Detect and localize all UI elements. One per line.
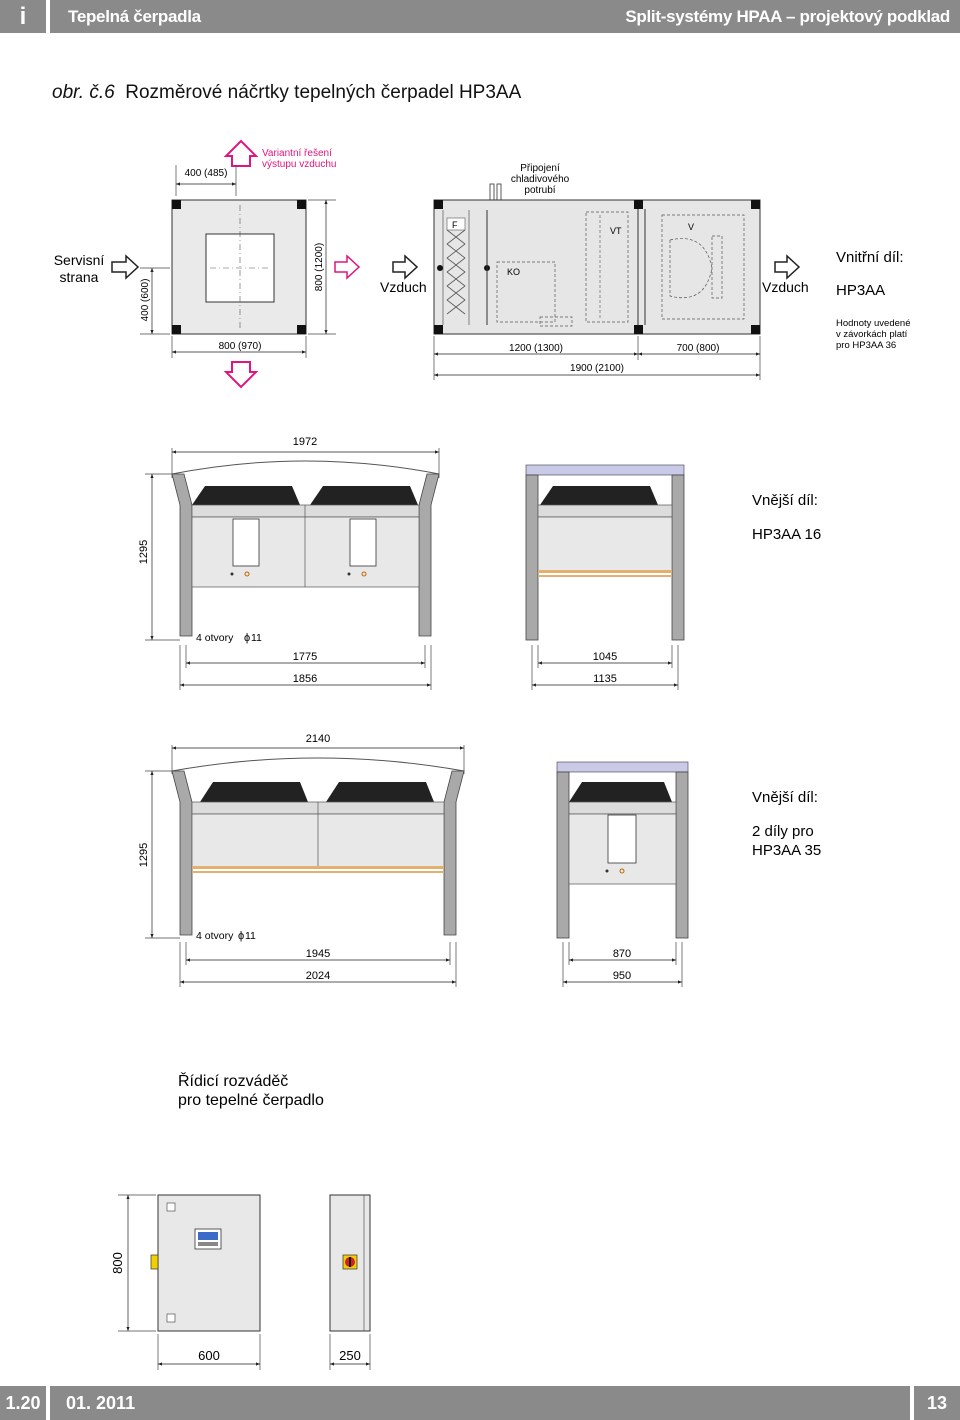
air-in-label: Vzduch <box>380 279 427 295</box>
o16-unit-label: Vnější díl: <box>752 492 818 509</box>
indoor-unit-section <box>54 141 911 387</box>
variant-text-1: Variantní řešení <box>262 148 332 159</box>
dim-total: 1900 (2100) <box>570 363 624 374</box>
o35-side-fan <box>569 782 672 802</box>
o16-fan-cover-1 <box>192 486 300 505</box>
o16-holes: 4 otvory <box>196 632 234 644</box>
o35-unit-label: Vnější díl: <box>752 789 818 806</box>
control-dim-depth: 250 <box>339 1348 361 1363</box>
variant-up-arrow-icon <box>226 141 256 166</box>
cabinet-handle-icon <box>151 1255 158 1269</box>
label-ko: KO <box>507 267 521 277</box>
pipe-text-1: Připojení <box>520 163 560 174</box>
service-side-1: Servisní <box>53 252 105 268</box>
variant-text-2: výstupu vzduchu <box>262 159 337 170</box>
dim-width-800: 800 (970) <box>218 341 262 352</box>
note-1: Hodnoty uvedené <box>836 318 911 329</box>
label-filter: F <box>452 220 458 230</box>
o16-phi-icon: ϕ <box>244 632 251 644</box>
o16-dim-c: 1045 <box>592 651 618 663</box>
o35-side-roof <box>557 762 688 772</box>
o16-fan-cover-2 <box>310 486 418 505</box>
o16-dim-height: 1295 <box>138 539 150 565</box>
o16-body <box>192 517 419 587</box>
o35-unit-line-1: 2 díly pro <box>752 823 814 840</box>
o35-holes: 4 otvory <box>196 930 234 942</box>
control-dim-height: 800 <box>110 1252 125 1274</box>
control-dim-width: 600 <box>198 1348 220 1363</box>
air-in-arrow-icon <box>393 256 417 278</box>
dim-section-1: 1200 (1300) <box>509 343 563 354</box>
service-side-2: strana <box>59 269 99 285</box>
pipe-connector-icon <box>490 184 494 200</box>
o35-dim-height: 1295 <box>138 842 150 868</box>
label-v: V <box>688 222 695 232</box>
header-left-title: Tepelná čerpadla <box>68 7 201 26</box>
figure-number: 6 <box>104 82 115 103</box>
o16-hole-dia: 11 <box>251 632 262 644</box>
service-arrow-icon <box>112 256 138 278</box>
figure-label: obr. č. <box>52 82 105 103</box>
o35-dim-c: 870 <box>612 948 632 960</box>
o35-hole-dia: 11 <box>245 930 256 942</box>
control-title-2: pro tepelné čerpadlo <box>178 1092 324 1109</box>
dim-height-800: 800 (1200) <box>314 242 325 292</box>
info-icon: i <box>0 0 46 33</box>
label-vt: VT <box>610 226 622 236</box>
o35-fan-cover-2 <box>326 782 434 802</box>
o16-dim-b: 1856 <box>292 673 318 685</box>
variant-down-arrow-icon <box>226 362 256 387</box>
o16-dim-top: 1972 <box>292 436 318 448</box>
o35-dim-top: 2140 <box>305 733 331 745</box>
pipe-text-2: chladivového <box>510 174 570 185</box>
control-cabinet-section <box>110 1071 370 1370</box>
footer-page-number: 13 <box>914 1386 960 1420</box>
dim-top-400: 400 (485) <box>184 168 228 179</box>
o16-unit-name: HP3AA 16 <box>752 526 822 543</box>
figure-caption: Rozměrové náčrtky tepelných čerpadel HP3AA <box>125 82 522 103</box>
control-title-1: Řídicí rozváděč <box>178 1073 289 1090</box>
dim-left-400: 400 (600) <box>140 278 151 322</box>
cabinet-front <box>158 1195 260 1331</box>
o35-unit-line-2: HP3AA 35 <box>752 842 822 859</box>
o16-side-fan <box>540 486 658 505</box>
air-out-label: Vzduch <box>762 279 809 295</box>
o35-dim-b: 2024 <box>305 970 331 982</box>
header-right-title: Split-systémy HPAA – projektový podklad <box>625 7 950 26</box>
right-pink-arrow-icon <box>335 256 359 278</box>
air-out-arrow-icon <box>775 256 799 278</box>
indoor-unit-name: HP3AA <box>836 282 886 299</box>
o16-dim-a: 1775 <box>292 651 318 663</box>
o35-phi-icon: ϕ <box>238 930 245 942</box>
outdoor16-section <box>138 436 821 690</box>
footer-date: 01. 2011 <box>50 1386 910 1420</box>
o35-fan-cover-1 <box>200 782 308 802</box>
o16-dim-d: 1135 <box>593 673 617 685</box>
note-2: v závorkách platí <box>836 329 908 340</box>
indoor-side-view <box>434 200 760 334</box>
dim-section-2: 700 (800) <box>676 343 720 354</box>
pipe-text-3: potrubí <box>524 185 556 196</box>
indoor-unit-label: Vnitřní díl: <box>836 249 904 266</box>
note-3: pro HP3AA 36 <box>836 340 897 351</box>
o16-side-roof <box>526 465 684 475</box>
page-footer <box>0 1386 960 1420</box>
o35-dim-a: 1945 <box>305 948 331 960</box>
outdoor35-section <box>138 733 821 987</box>
o35-dim-d: 950 <box>612 970 632 982</box>
footer-section: 1.20 <box>0 1386 46 1420</box>
